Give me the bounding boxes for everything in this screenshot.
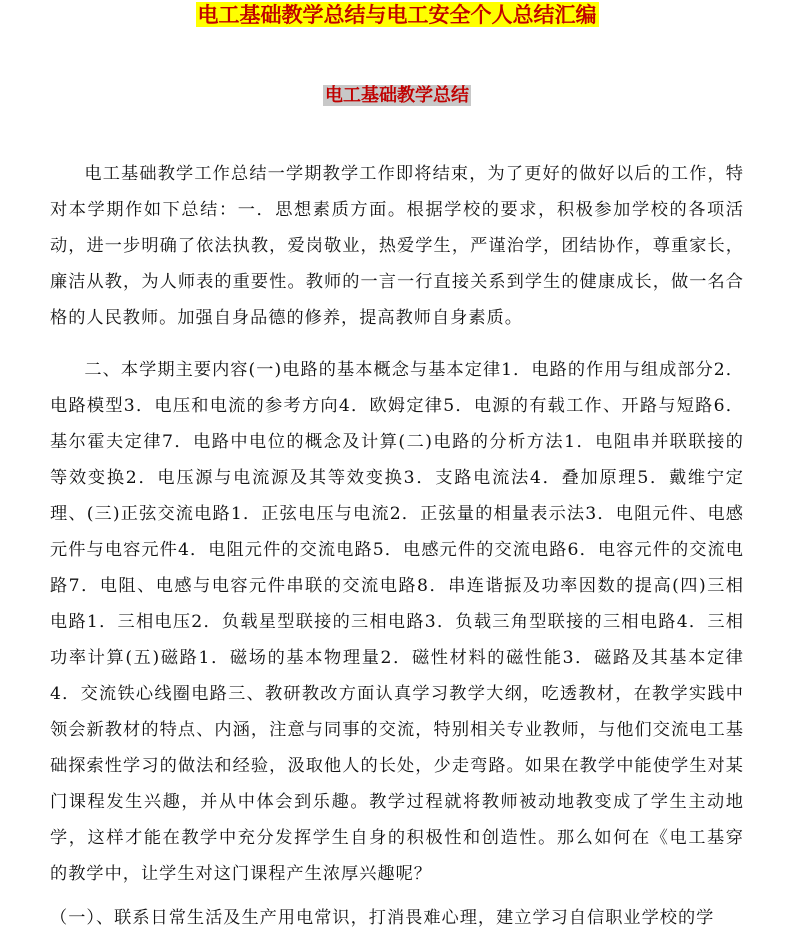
paragraph-summary-intro: 电工基础教学工作总结一学期教学工作即将结束，为了更好的做好以后的工作，特对本学期作如下总结：一．思想素质方面。根据学校的要求，积极参加学校的各项活动，进一步明确了依法执教，爱岗敬业，热爱学生，严谨治学，团结协作，尊重家长，廉洁从教，为人师表的重要性。教师的一言一行直接关系到学生的健康成长，做一名合格的人民教师。加强自身品德的修养，提高教师自身素质。 [50, 164, 744, 328]
document-title-text: 电工基础教学总结与电工安全个人总结汇编 [197, 2, 597, 27]
paragraph-daily-life-section: （一）、联系日常生活及生产用电常识，打消畏难心理，建立学习自信职业学校的学 [50, 908, 715, 928]
paragraph-course-content: 二、本学期主要内容(一)电路的基本概念与基本定律1．电路的作用与组成部分2．电路模型3．电压和电流的参考方向4．欧姆定律5．电源的有载工作、开路与短路6．基尔霍夫定律7．电路中电位的概念及计算(二)电路的分析方法1．电阻串并联联接的等效变换2．电压源与电流源及其等效变换3．支路电流法4．叠加原理5．戴维宁定理、(三)正弦交流电路1．正弦电压与电流2．正弦量的相量表示法3．电阻元件、电感元件与电容元件4．电阻元件的交流电路5．电感元件的交流电路6．电容元件的交流电路7．电阻、电感与电容元件串联的交流电路8．串连谐振及功率因数的提高(四)三相电路1．三相电压2．负载星型联接的三相电路3．负载三角型联接的三相电路4．三相功率计算(五)磁路1．磁场的基本物理量2．磁性材料的磁性能3．磁路及其基本定律4．交流铁心线圈电路三、教研教改方面认真学习教学大纲，吃透教材，在教学实践中领会新教材的特点、内涵，注意与同事的交流，特别相关专业教师，与他们交流电工基础探索性学习的做法和经验，汲取他人的长处，少走弯路。如果在教学中能使学生对某门课程发生兴趣，并从中体会到乐趣。教学过程就将教师被动地教变成了学生主动地学，这样才能在教学中充分发挥学生自身的积极性和创造性。那么如何在《电工基穿 的教学中，让学生对这门课程产生浓厚兴趣呢？ [50, 360, 763, 884]
document-title [0, 2, 794, 28]
section-title-text: 电工基础教学总结 [325, 85, 469, 106]
section-title [0, 84, 794, 108]
